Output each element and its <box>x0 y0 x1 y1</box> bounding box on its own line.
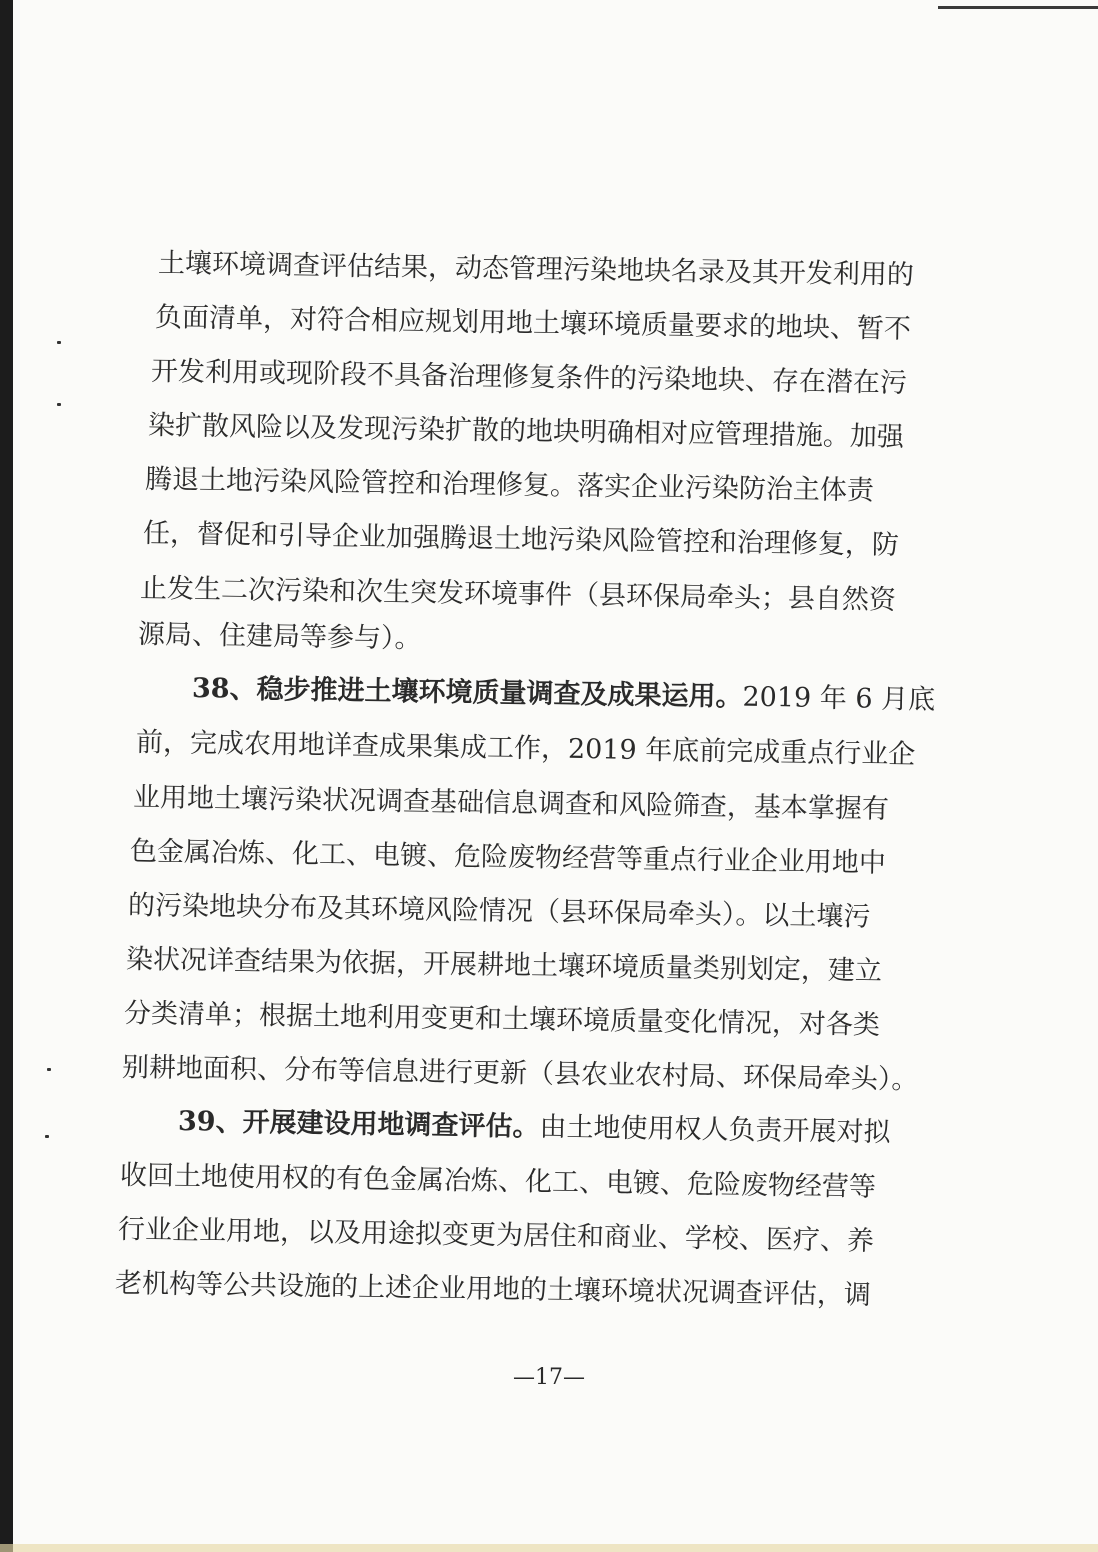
top-right-rule <box>938 6 1098 9</box>
text-line: 土壤环境调查评估结果，动态管理污染地块名录及其开发利用的 <box>157 248 915 291</box>
paragraph-38-heading: 38、稳步推进土壤环境质量调查及成果运用。 <box>191 673 743 713</box>
page-number: —17— <box>513 1365 585 1390</box>
scan-left-edge <box>0 0 13 1552</box>
text-line: 任，督促和引导企业加强腾退土地污染风险管控和治理修复，防 <box>142 518 900 561</box>
text-line: 负面清单，对符合相应规划用地土壤环境质量要求的地块、暂不 <box>154 302 912 345</box>
text-line: 源局、住建局等参与）。 <box>137 619 422 655</box>
margin-speck <box>47 1068 51 1071</box>
paragraph-38-first-line-rest: 2019 年 6 月底 <box>742 681 936 716</box>
paragraph-39-first-line <box>178 1098 891 1157</box>
text-line: 色金属冶炼、化工、电镀、危险废物经营等重点行业企业用地中 <box>129 836 887 879</box>
margin-speck <box>57 341 61 344</box>
paragraph-39-first-line-rest: 由土地使用权人负责开展对拟 <box>539 1111 891 1149</box>
text-line: 老机构等公共设施的上述企业用地的土壤环境状况调查评估，调 <box>114 1268 872 1311</box>
text-line: 的污染地块分布及其环境风险情况（县环保局牵头）。以土壤污 <box>127 890 871 933</box>
text-line: 业用地土壤污染状况调查基础信息调查和风险筛查，基本掌握有 <box>132 782 890 825</box>
paragraph-38-first-line <box>192 665 936 725</box>
text-line: 腾退土地污染风险管控和治理修复。落实企业污染防治主体责 <box>144 464 875 507</box>
text-line: 前，完成农用地详查成果集成工作，2019 年底前完成重点行业企 <box>135 727 916 771</box>
text-line: 别耕地面积、分布等信息进行更新（县农业农村局、环保局牵头）。 <box>121 1052 919 1096</box>
text-line: 行业企业用地，以及用途拟变更为居住和商业、学校、医疗、养 <box>117 1214 875 1257</box>
text-line: 止发生二次污染和次生突发环境事件（县环保局牵头；县自然资 <box>139 573 897 616</box>
paragraph-39-heading: 39、开展建设用地调查评估。 <box>177 1106 540 1143</box>
margin-speck <box>57 403 61 406</box>
text-line: 染状况详查结果为依据，开展耕地土壤环境质量类别划定，建立 <box>125 944 883 987</box>
text-line: 收回土地使用权的有色金属冶炼、化工、电镀、危险废物经营等 <box>119 1160 877 1203</box>
margin-speck <box>45 1135 49 1138</box>
text-line: 分类清单；根据土地利用变更和土壤环境质量变化情况，对各类 <box>123 998 881 1041</box>
text-line: 染扩散风险以及发现污染扩散的地块明确相对应管理措施。加强 <box>147 410 905 453</box>
text-line: 开发利用或现阶段不具备治理修复条件的污染地块、存在潜在污 <box>150 356 908 399</box>
scan-bottom-band <box>0 1544 1098 1552</box>
